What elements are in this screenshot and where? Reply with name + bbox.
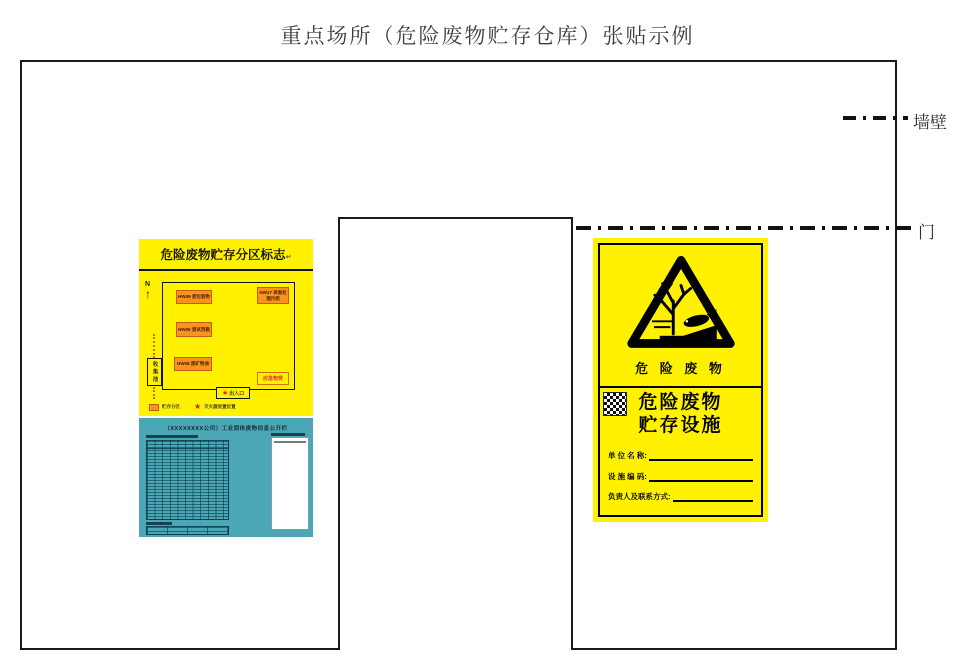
legend-zone-label: 贮存分区 xyxy=(162,404,180,409)
door-label: 门 xyxy=(918,223,935,242)
zone-sign-title xyxy=(139,245,313,263)
entrance-label: 出入口 xyxy=(229,390,245,397)
zone-sign-title-text: 危险废物贮存分区标志 xyxy=(160,248,286,262)
field-unit-name-blank xyxy=(649,452,753,461)
door-outline xyxy=(338,217,573,650)
page-title: 重点场所（危险废物贮存仓库）张贴示例 xyxy=(280,24,695,48)
qr-code xyxy=(603,392,627,416)
waste-list-table xyxy=(146,440,229,520)
sign-fields xyxy=(608,450,753,512)
warning-text: 危 险 废 物 xyxy=(635,361,726,376)
panel-caption-text xyxy=(271,433,305,436)
sign-frame xyxy=(598,243,763,517)
collection-trench-dots xyxy=(153,334,155,358)
sign-info-section xyxy=(600,388,761,514)
zone-box-hw08: HW08 废矿物油 xyxy=(174,357,212,371)
summary-table xyxy=(146,526,229,535)
sign-warning-section xyxy=(600,245,761,388)
field-unit-name xyxy=(608,450,753,461)
storage-facility-sign xyxy=(593,238,768,522)
field-unit-name-label: 单 位 名 称: xyxy=(608,451,647,460)
zone-box-hw49: HW49 废包装物 xyxy=(176,290,212,304)
notice-panel-text xyxy=(274,441,306,443)
entrance-star-icon: ★ xyxy=(221,389,229,397)
wall-label: 墙壁 xyxy=(913,113,947,132)
zone-box-hw17: HW17 表面处理污泥 xyxy=(257,287,289,304)
field-facility-code-blank xyxy=(649,473,753,482)
legend-extinguisher-label: 灭火器放置位置 xyxy=(204,404,236,409)
field-contact-blank xyxy=(673,493,754,502)
field-facility-code xyxy=(608,471,753,482)
table-caption-text xyxy=(146,435,198,438)
facility-name-line1: 危险废物 xyxy=(638,392,723,413)
environmental-hazard-icon xyxy=(623,250,739,352)
north-arrow-icon: ↑ xyxy=(145,287,151,301)
legend-star-icon: ★ xyxy=(194,402,202,411)
waste-list-table-header xyxy=(147,441,228,449)
facility-name-line2: 贮存设施 xyxy=(638,415,723,436)
collection-trench-dots-lower xyxy=(153,387,155,399)
sub-table-caption-text xyxy=(146,522,172,525)
info-board-title: （XXXXXXXX公司）工业固体废物信息公开栏 xyxy=(164,426,288,432)
collection-pool-box: 收集池 xyxy=(147,358,162,386)
field-facility-code-label: 设 施 编 码: xyxy=(608,471,647,481)
field-contact-label: 负责人及联系方式: xyxy=(608,492,671,501)
zone-sign-divider xyxy=(139,269,313,271)
notice-panel xyxy=(271,437,309,530)
zone-sign-poster xyxy=(139,239,313,416)
north-label: N xyxy=(145,281,151,288)
legend-zone-square-icon xyxy=(149,404,159,411)
entrance-box xyxy=(216,387,250,399)
field-contact xyxy=(608,491,753,502)
zone-box-hw06: HW06 废试剂瓶 xyxy=(176,322,212,337)
emergency-supplies-box: 应急物资 xyxy=(257,372,289,385)
info-board-poster xyxy=(139,418,313,537)
return-mark-icon: ↵ xyxy=(285,254,292,261)
plan-legend xyxy=(149,402,309,412)
